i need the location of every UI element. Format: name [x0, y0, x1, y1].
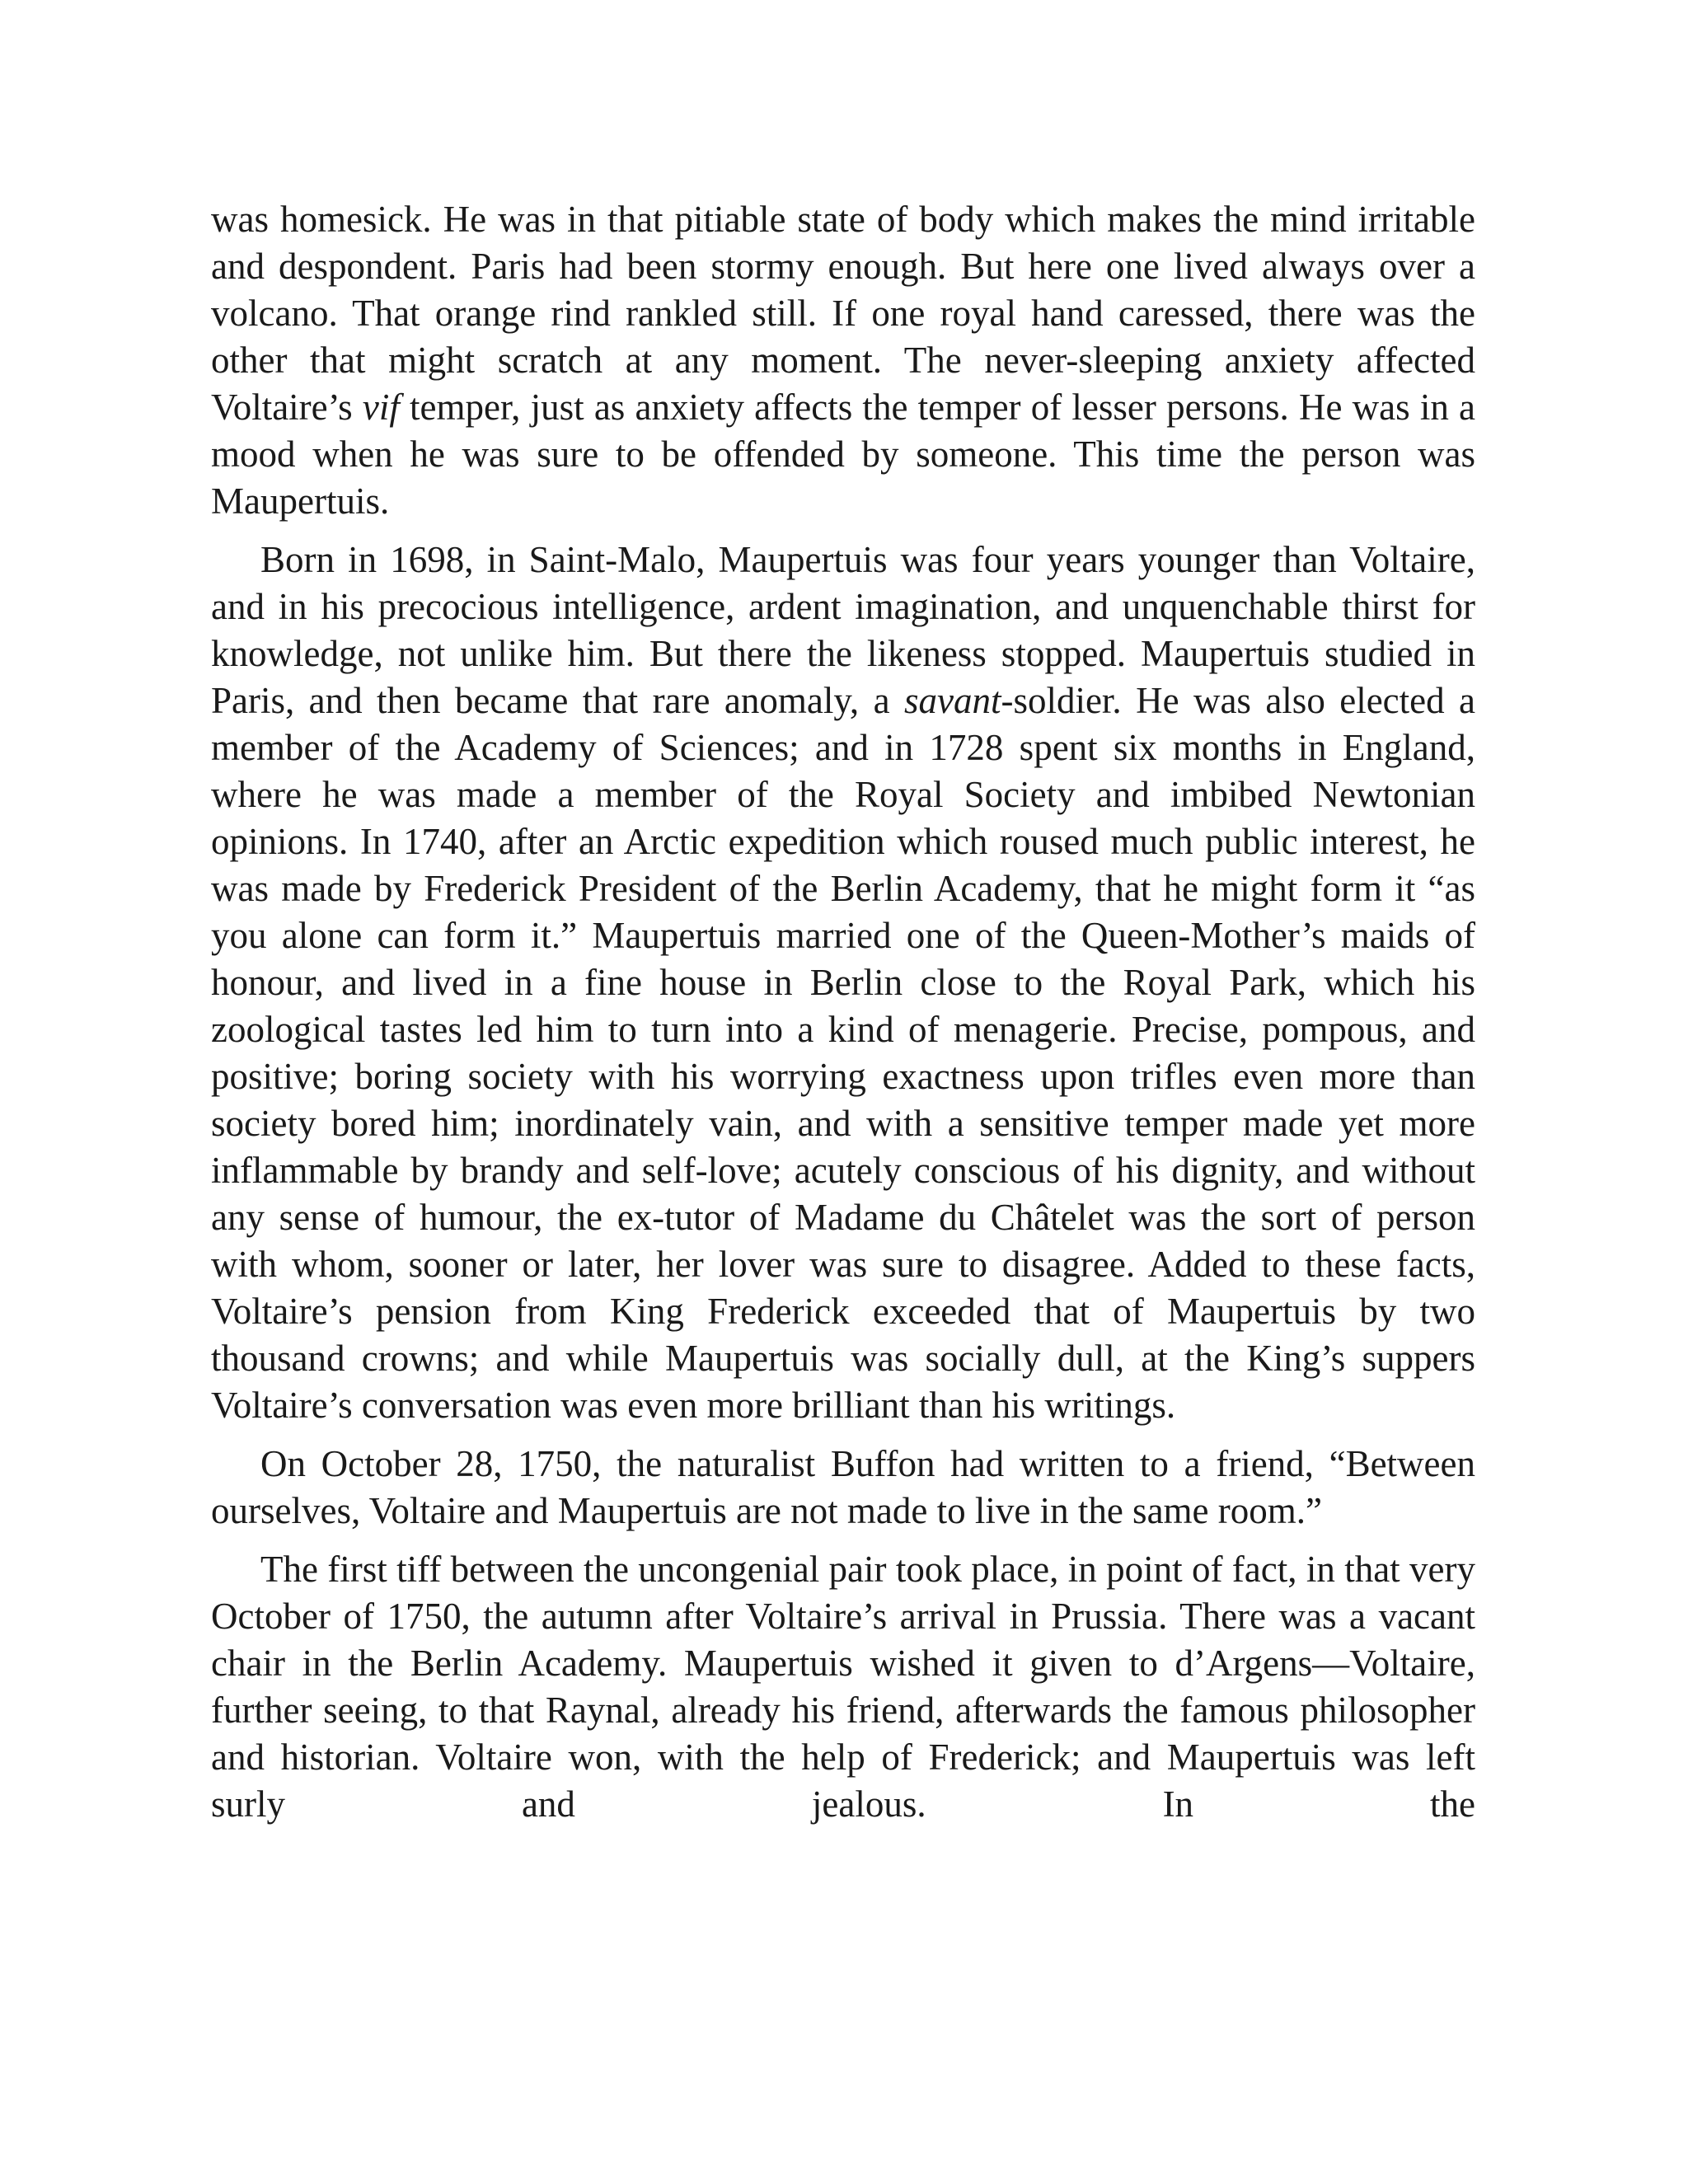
- page-body: [211, 196, 1475, 1840]
- text-segment: was homesick. He was in that pitiable state of body which makes the mind irritable and despondent. Paris had been stormy enough. But here one lived always over a volcano. That orange rind rankled still. If one royal hand caressed, there was the other that might scratch at any moment. The never-sleeping anxiety affected Voltaire’s: [211, 199, 1475, 428]
- italic-word-savant: savant: [903, 680, 1001, 721]
- italic-word-vif: vif: [362, 387, 400, 428]
- paragraph-1: [211, 196, 1475, 525]
- text-segment: temper, just as anxiety affects the temper of lesser persons. He was in a mood when he was sure to be offended by someone. This time the person was Maupertuis.: [211, 387, 1476, 522]
- text-segment: The first tiff between the uncongenial pair took place, in point of fact, in that very October of 1750, the autumn after Voltaire’s arrival in Prussia. There was a vacant chair in the Berlin Academy. Maupertuis wished it given to d’Argens—Voltaire, further seeing, to that Raynal, already his friend, afterwards the famous philosopher and historian. Voltaire won, with the help of Frederick; and Maupertuis was left surly and jealous. In the: [211, 1549, 1475, 1825]
- text-segment: On October 28, 1750, the naturalist Buffon had written to a friend, “Between ourselves, Voltaire and Maupertuis are not made to live in the same room.”: [211, 1443, 1475, 1531]
- text-segment: -soldier. He was also elected a member of the Academy of Sciences; and in 1728 spent six months in England, where he was made a member of the Royal Society and imbibed Newtonian opinions. In 1740, after an Arctic expedition which roused much public interest, he was made by Frederick President of the Berlin Academy, that he might form it “as you alone can form it.” Maupertuis married one of the Queen-Mother’s maids of honour, and lived in a fine house in Berlin close to the Royal Park, which his zoological tastes led him to turn into a kind of menagerie. Precise, pompous, and positive; boring society with his worrying exactness upon trifles even more than society bored him; inordinately vain, and with a sensitive temper made yet more inflammable by brandy and self-love; acutely conscious of his dignity, and without any sense of humour, the ex-tutor of Madame du Châtelet was the sort of person with whom, sooner or later, her lover was sure to disagree. Added to these facts, Voltaire’s pension from King Frederick exceeded that of Maupertuis by two thousand crowns; and while Maupertuis was socially dull, at the King’s suppers Voltaire’s conversation was even more brilliant than his writings.: [211, 680, 1475, 1426]
- paragraph-3: [211, 1441, 1475, 1535]
- text-segment: Born in 1698, in Saint-Malo, Maupertuis was four years younger than Voltaire, and in his precocious intelligence, ardent imagination, and unquenchable thirst for knowledge, not unlike him. But there the likeness stopped. Maupertuis studied in Paris, and then became that rare anomaly, a: [211, 539, 1475, 721]
- paragraph-2: [211, 537, 1475, 1429]
- paragraph-4: [211, 1546, 1475, 1828]
